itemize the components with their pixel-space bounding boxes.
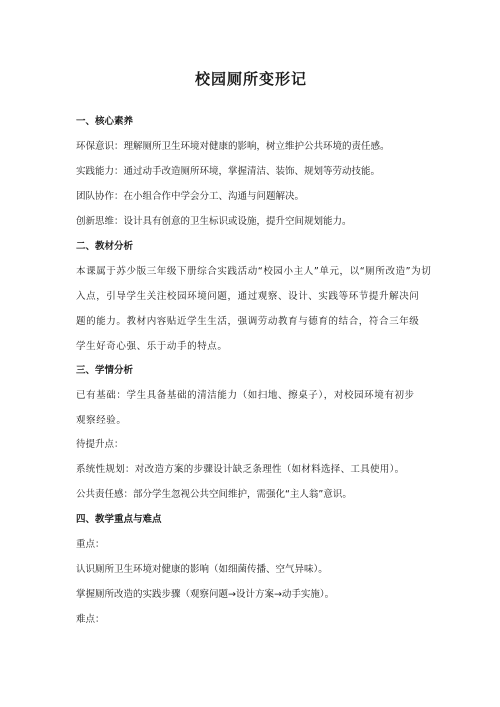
difficulty-label: 难点： [76, 614, 105, 625]
section-heading-students: 三、学情分析 [76, 365, 134, 376]
section-heading-core: 一、核心素养 [76, 116, 134, 127]
core-item-creativity: 创新思维：设计具有创意的卫生标识或设施，提升空间规划能力。 [76, 216, 352, 227]
core-item-practice: 实践能力：通过动手改造厕所环境，掌握清洁、装饰、规划等劳动技能。 [76, 166, 381, 177]
material-line: 题的能力。教材内容贴近学生生活，强调劳动教育与德育的结合，符合三年级 [76, 316, 420, 327]
students-basis-line: 观察经验。 [76, 415, 127, 426]
section-heading-material: 二、教材分析 [76, 241, 134, 252]
material-line: 入点，引导学生关注校园环境问题，通过观察、设计、实践等环节提升解决问 [76, 291, 420, 302]
students-basis-paragraph [76, 383, 426, 433]
section-heading-key-points: 四、教学重点与难点 [76, 514, 162, 525]
focus-label: 重点： [76, 539, 105, 550]
material-paragraph [76, 259, 432, 359]
core-item-teamwork: 团队协作：在小组合作中学会分工、沟通与问题解决。 [76, 191, 305, 202]
students-improve-item-responsibility: 公共责任感：部分学生忽视公共空间维护，需强化“主人翁”意识。 [76, 489, 352, 500]
core-item-environment: 环保意识：理解厕所卫生环境对健康的影响，树立维护公共环境的责任感。 [76, 141, 390, 152]
material-line: 本课属于苏少版三年级下册综合实践活动“校园小主人”单元，以“厕所改造”为切 [76, 266, 432, 277]
document-title: 校园厕所变形记 [194, 70, 307, 88]
focus-item-steps: 掌握厕所改造的实践步骤（观察问题→设计方案→动手实施）。 [76, 589, 335, 600]
students-improve-item-planning: 系统性规划：对改造方案的步骤设计缺乏条理性（如材料选择、工具使用）。 [76, 464, 405, 475]
material-line: 学生好奇心强、乐于动手的特点。 [76, 341, 228, 352]
students-improve-label: 待提升点： [76, 439, 124, 450]
focus-item-health: 认识厕所卫生环境对健康的影响（如细菌传播、空气异味）。 [76, 564, 328, 575]
students-basis-line: 已有基础：学生具备基础的清洁能力（如扫地、擦桌子），对校园环境有初步 [76, 390, 415, 401]
